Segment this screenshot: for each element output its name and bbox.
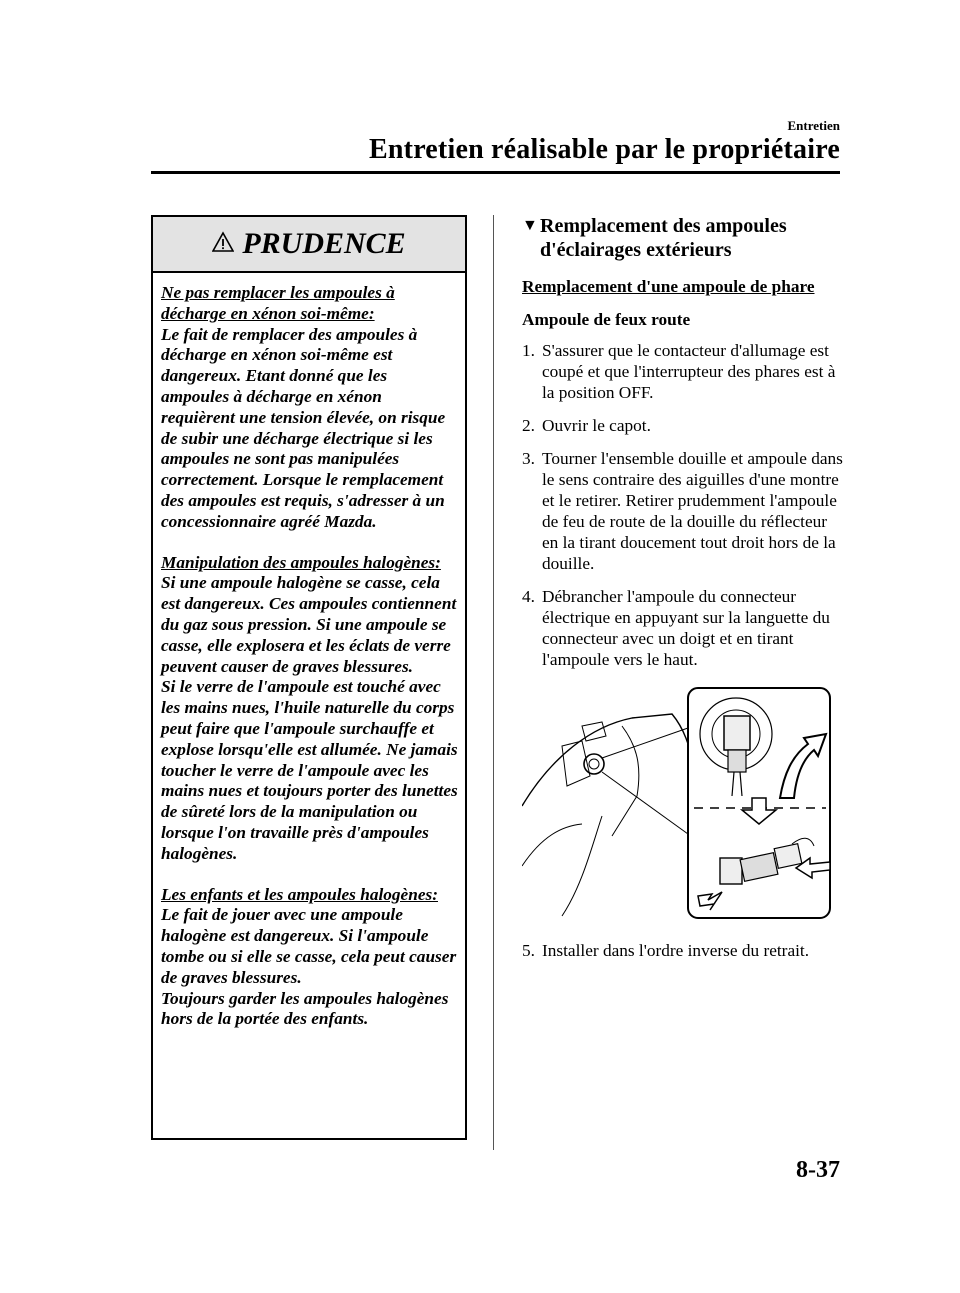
caution-heading-halogen: Manipulation des ampoules halogènes: — [161, 552, 441, 572]
page-number: 8-37 — [796, 1157, 840, 1183]
step-number: 5. — [522, 941, 535, 960]
caution-box — [151, 215, 467, 1140]
caution-paragraph-xenon — [161, 283, 459, 533]
step-number: 4. — [522, 587, 535, 606]
triangle-marker-icon: ▼ — [522, 217, 538, 234]
list-item — [522, 940, 844, 961]
list-item — [522, 340, 844, 403]
caution-text-xenon: Le fait de remplacer des ampoules à décharge en xénon soi-même est dangereux. Etant donné que les ampoules à décharge en xénon requièrent une tension élevée, on risque de subir une décharge électrique si les ampoules ne sont pas manipulées correctement. Lorsque le remplacement des ampoules est requis, s'adresser à un concessionnaire agréé Mazda. — [161, 324, 446, 531]
step-text: Débrancher l'ampoule du connecteur électrique en appuyant sur la languette du connecteur avec un doigt et en tirant l'ampoule vers le haut. — [542, 587, 830, 669]
column-divider — [493, 215, 494, 1150]
step-text: Installer dans l'ordre inverse du retrait. — [542, 941, 810, 960]
right-column — [522, 214, 844, 973]
section-title-text: Remplacement des ampoules d'éclairages extérieurs — [540, 215, 787, 261]
step-text: Tourner l'ensemble douille et ampoule dans le sens contraire des aiguilles d'une montre et le retirer. Retirer prudemment l'ampoule de feu de route de la douille du réflecteur en la tirant doucement tout droit hors de la douille. — [542, 449, 843, 573]
step-number: 2. — [522, 416, 535, 435]
caution-text-children-1: Le fait de jouer avec une ampoule halogène est dangereux. Si l'ampoule tombe ou si elle se casse, cela peut causer de graves blessures. — [161, 905, 457, 987]
list-item — [522, 415, 844, 436]
caution-body — [153, 273, 465, 1030]
step-number: 1. — [522, 341, 535, 360]
step-number: 3. — [522, 449, 535, 468]
caution-text-halogen-1: Si une ampoule halogène se casse, cela est dangereux. Ces ampoules contiennent du gaz sous pression. Si une ampoule se casse, elle explosera et les éclats de verre peuvent causer de graves blessures. — [161, 573, 457, 676]
caution-heading-xenon: Ne pas remplacer les ampoules à décharge en xénon soi-même: — [161, 283, 395, 323]
header-rule — [151, 171, 840, 174]
step-text: S'assurer que le contacteur d'allumage est coupé et que l'interrupteur des phares est à la position OFF. — [542, 341, 836, 402]
section-subtitle: Remplacement d'une ampoule de phare — [522, 277, 815, 296]
page-title: Entretien réalisable par le propriétaire — [369, 134, 840, 165]
caution-heading-children: Les enfants et les ampoules halogènes: — [161, 884, 438, 904]
caution-paragraph-children — [161, 885, 459, 1031]
caution-header — [153, 217, 465, 273]
caution-title: PRUDENCE — [242, 227, 406, 260]
caution-paragraph-halogen — [161, 553, 459, 865]
list-item — [522, 448, 844, 574]
chapter-label: Entretien — [787, 118, 840, 133]
warning-triangle-icon — [212, 231, 234, 258]
section-title — [522, 214, 844, 262]
caution-text-children-2: Toujours garder les ampoules halogènes hors de la portée des enfants. — [161, 988, 449, 1029]
section-subsubtitle: Ampoule de feux route — [522, 310, 691, 329]
caution-text-halogen-2: Si le verre de l'ampoule est touché avec les mains nues, l'huile naturelle du corps peut faire que l'ampoule surchauffe et explose lorsqu'elle est allumée. Ne jamais toucher le verre de l'ampoule avec les mains nues et toujours porter des lunettes de sûreté lors de la manipulation ou lorsque l'on travaille près d'ampoules halogènes. — [161, 677, 458, 863]
list-item — [522, 586, 844, 670]
headlight-bulb-illustration — [522, 686, 844, 922]
step-text: Ouvrir le capot. — [542, 416, 651, 435]
